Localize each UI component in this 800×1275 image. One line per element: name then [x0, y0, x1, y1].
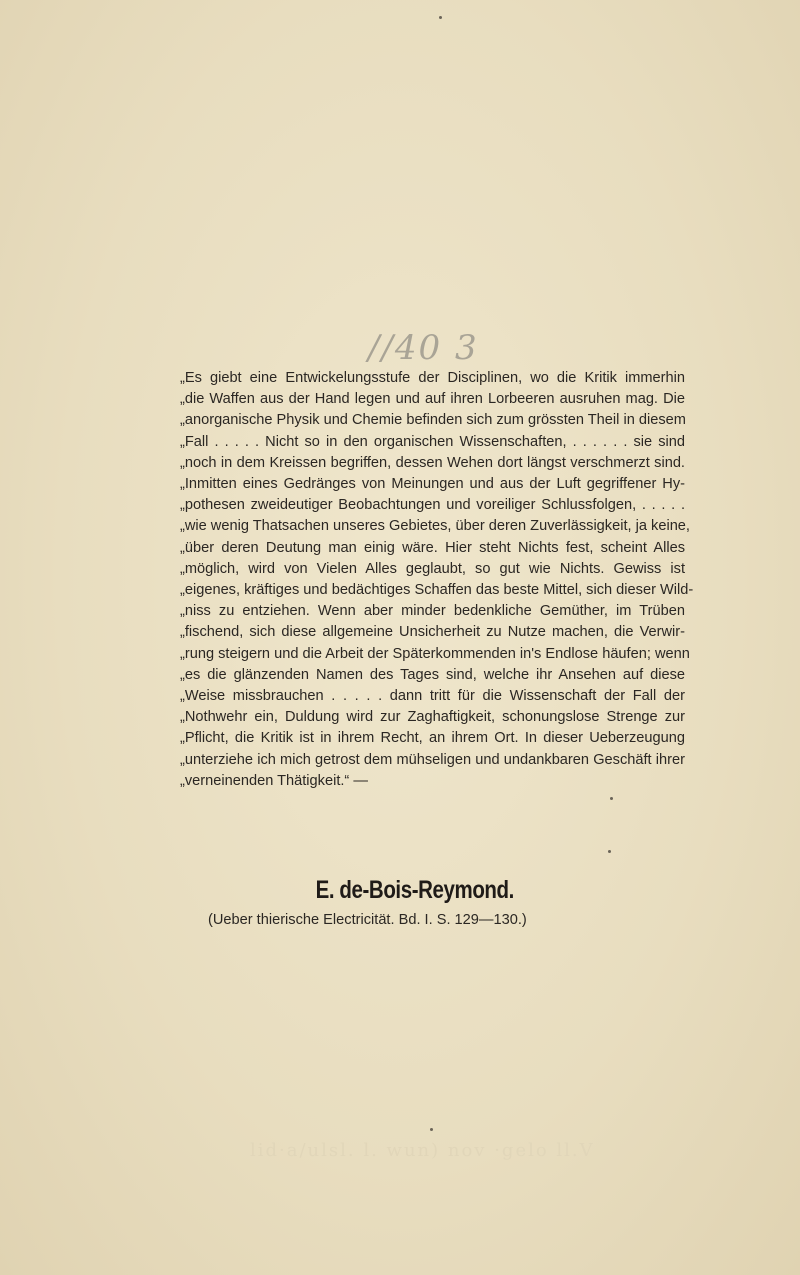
quote-line: „noch in dem Kreissen begriffen, dessen Wehen dort längst verschmerzt sind. — [180, 454, 685, 471]
paper-speck — [439, 16, 442, 19]
paper-speck — [430, 1128, 433, 1131]
quote-line: „anorganische Physik und Chemie befinden sich zum grössten Theil in diesem — [180, 412, 686, 429]
paper-speck — [608, 850, 611, 853]
paper-speck — [610, 797, 613, 800]
quote-block — [180, 368, 694, 792]
quote-line: „eigenes, kräftiges und bedächtiges Schaffen das beste Mittel, sich dieser Wild- — [180, 582, 694, 599]
quote-line: „niss zu entziehen. Wenn aber minder bedenkliche Gemüther, im Trüben — [180, 603, 685, 620]
quote-line: „pothesen zweideutiger Beobachtungen und voreiliger Schlussfolgen, . . . . . — [180, 497, 685, 514]
quote-line: „verneinenden Thätigkeit.“ — — [180, 772, 368, 789]
quote-line: „Nothwehr ein, Duldung wird zur Zaghaftigkeit, schonungslose Strenge zur — [180, 709, 685, 726]
source-citation: (Ueber thierische Electricität. Bd. I. S. 129—130.) — [208, 912, 527, 928]
quote-line: „die Waffen aus der Hand legen und auf ihren Lorbeeren ausruhen mag. Die — [180, 391, 685, 408]
quote-line: „wie wenig Thatsachen unseres Gebietes, über deren Zuverlässigkeit, ja keine, — [180, 518, 690, 535]
quote-line: „Inmitten eines Gedränges von Meinungen und aus der Luft gegriffener Hy- — [180, 476, 685, 493]
quote-line: „möglich, wird von Vielen Alles geglaubt, so gut wie Nichts. Gewiss ist — [180, 560, 685, 577]
quote-line: „Fall . . . . . Nicht so in den organischen Wissenschaften, . . . . . . sie sind — [180, 433, 685, 450]
quote-line: „Pflicht, die Kritik ist in ihrem Recht, an ihrem Ort. In dieser Ueberzeugung — [180, 730, 685, 747]
author-signature: E. de-Bois-Reymond. — [315, 876, 514, 904]
quote-line: „fischend, sich diese allgemeine Unsicherheit zu Nutze machen, die Verwir- — [180, 624, 685, 641]
quote-line: „Weise missbrauchen . . . . . dann tritt für die Wissenschaft der Fall der — [180, 688, 685, 705]
quote-line: „unterziehe ich mich getrost dem mühseligen und undankbaren Geschäft ihrer — [180, 751, 685, 768]
quote-line: „rung steigern und die Arbeit der Späterkommenden in's Endlose häufen; wenn — [180, 645, 690, 662]
quote-line: „Es giebt eine Entwickelungsstufe der Disciplinen, wo die Kritik immerhin — [180, 370, 685, 386]
quote-line: „es die glänzenden Namen des Tages sind, welche ihr Ansehen auf diese — [180, 666, 685, 683]
bleed-through-text: lid·a/ulsl. l. wun) nov ·gelo ll.V — [250, 1140, 595, 1161]
quote-line: „über deren Deutung man einig wäre. Hier steht Nichts fest, scheint Alles — [180, 539, 685, 556]
pencil-annotation: //40 3 — [368, 328, 479, 368]
